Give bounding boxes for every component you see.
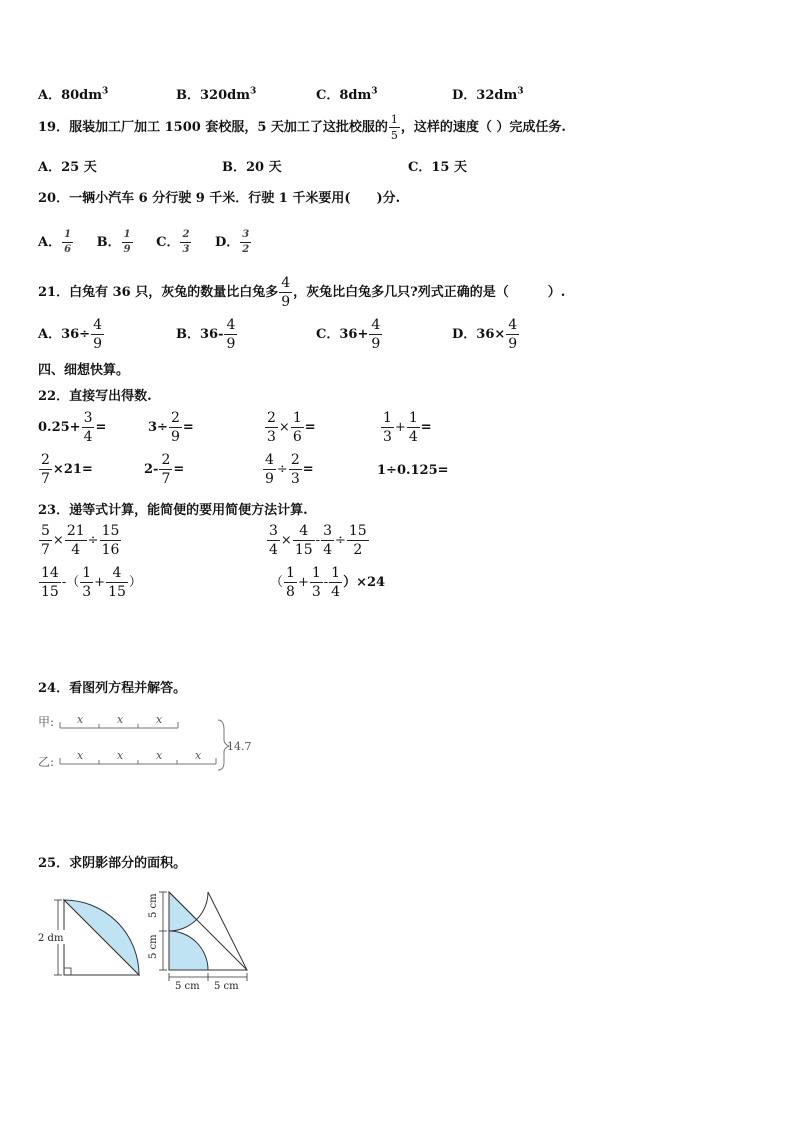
x-jia-2: x — [117, 713, 124, 726]
dim-5cm-bottom-right: 5 cm — [214, 981, 239, 992]
q22-item-8: 1÷0.125= — [377, 463, 449, 478]
q22-item-1: 0.25+ $\frac{3}{4}$ = — [38, 410, 107, 445]
q22-item-4: $\frac{1}{3}$ + $\frac{1}{4}$ = — [383, 410, 432, 445]
q19-question: 19．服装加工厂加工 1500 套校服，5 天加工了这批校服的 $\frac{1}{5}$ ，这样的速度（ ）完成任务. — [38, 113, 566, 142]
section-4-heading: 四、细想快算。 — [38, 363, 130, 378]
q23-expr-4: （ $\frac{1}{8}$ + $\frac{1}{3}$ - $\frac{1}{4}$ ）×24 — [270, 565, 386, 600]
q22-item-6: 2- $\frac{2}{7}$ = — [144, 452, 185, 487]
dim-2dm: 2 dm — [38, 933, 64, 944]
x-yi-3: x — [156, 749, 163, 762]
q19-option-c: C．15 天 — [408, 160, 467, 175]
label-yi: 乙: — [38, 755, 55, 769]
q22-item-5: $\frac{2}{7}$ ×21= — [41, 452, 93, 487]
dim-5cm-upper: 5 cm — [148, 893, 159, 918]
q23-expr-1: $\frac{5}{7}$ × $\frac{21}{4}$ ÷ $\frac{15}{16}$ — [41, 523, 120, 558]
q25-figure-left — [36, 890, 148, 990]
q18-option-d: D．$32dm^3$ — [452, 86, 524, 103]
q23-expr-3: $\frac{14}{15}$ -（ $\frac{1}{3}$ + $\frac{4}{15}$ ） — [41, 565, 142, 600]
q23-expr-2: $\frac{3}{4}$ × $\frac{4}{15}$ - $\frac{3}{4}$ ÷ $\frac{15}{2}$ — [269, 523, 367, 558]
q21-option-d: D．36× $\frac{4}{9}$ — [452, 317, 518, 352]
q24-segment-diagram — [36, 708, 256, 774]
q25-figure-right — [142, 886, 254, 992]
q22-item-2: 3÷ $\frac{2}{9}$ = — [148, 410, 194, 445]
q23-title: 23．递等式计算，能简便的要用简便方法计算. — [38, 503, 308, 518]
q20-options: A． $\frac{1}{6}$ B． $\frac{1}{9}$ C． $\frac{2}{3}$ D． $\frac{3}{2}$ — [38, 229, 250, 255]
x-yi-4: x — [195, 749, 202, 762]
q22-item-7: $\frac{4}{9}$ ÷ $\frac{2}{3}$ = — [265, 452, 314, 487]
q21-option-a: A．36÷ $\frac{4}{9}$ — [38, 317, 102, 352]
x-yi-1: x — [77, 749, 84, 762]
label-jia: 甲: — [38, 715, 55, 729]
q25-title: 25．求阴影部分的面积。 — [38, 856, 187, 871]
q22-item-3: $\frac{2}{3}$ × $\frac{1}{6}$ = — [267, 410, 316, 445]
dim-5cm-lower: 5 cm — [148, 934, 159, 959]
q21-option-c: C．36+ $\frac{4}{9}$ — [316, 317, 381, 352]
q24-title: 24．看图列方程并解答。 — [38, 681, 187, 696]
total-label: 14.7 — [227, 740, 252, 753]
q21-question: 21．白兔有 36 只，灰兔的数量比白兔多 $\frac{4}{9}$ ，灰兔比白兔多几只?列式正确的是（ ）. — [38, 275, 566, 310]
q18-option-b: B．$320dm^3$ — [176, 86, 257, 103]
q18-option-a: A．$80dm^3$ — [38, 86, 109, 103]
x-yi-2: x — [117, 749, 124, 762]
q22-title: 22．直接写出得数. — [38, 389, 152, 404]
q19-option-b: B．20 天 — [222, 160, 282, 175]
q18-option-c: C．$8dm^3$ — [316, 86, 378, 103]
x-jia-1: x — [77, 713, 84, 726]
q19-option-a: A．25 天 — [38, 160, 97, 175]
q21-option-b: B．36- $\frac{4}{9}$ — [176, 317, 236, 352]
x-jia-3: x — [156, 713, 163, 726]
q20-question: 20．一辆小汽车 6 分行驶 9 千米．行驶 1 千米要用( )分. — [38, 191, 401, 206]
dim-5cm-bottom-left: 5 cm — [175, 981, 200, 992]
